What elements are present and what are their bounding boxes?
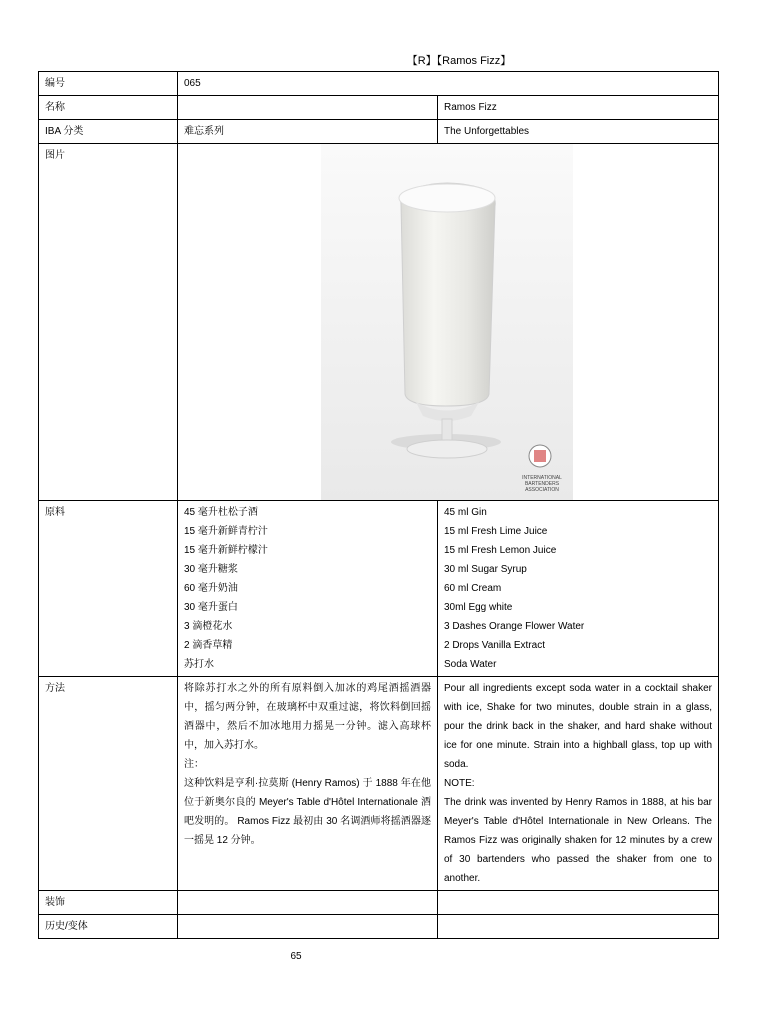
ingredient-cn: 2 滴香草精 xyxy=(184,640,233,651)
ingredient-en: 45 ml Gin xyxy=(444,507,487,518)
row-ingredients xyxy=(39,501,719,677)
method-cn-text: 将除苏打水之外的所有原料倒入加冰的鸡尾酒摇酒器中，摇匀两分钟，在玻璃杯中双重过滤，将饮料倒回摇酒器中，然后不加冰地用力摇晃一分钟。滤入高球杯中，加入苏打水。 xyxy=(184,683,431,751)
ingredient-en: 30 ml Sugar Syrup xyxy=(444,564,527,575)
ingredient-en: 30ml Egg white xyxy=(444,602,513,613)
picture-label: 图片 xyxy=(39,144,178,501)
method-cn-note: 这种饮料是亨利·拉莫斯 (Henry Ramos) 于 1888 年在他位于新奥尔良的 Meyer's Table d'Hôtel Internationale 酒吧发明的。 Ramos Fizz 最初由 30 名调酒师将摇酒器逐一摇晃 12 分钟。 xyxy=(184,778,431,846)
ingredient-en: 3 Dashes Orange Flower Water xyxy=(444,621,585,632)
garnish-en xyxy=(438,891,719,915)
history-cn xyxy=(178,915,438,939)
history-en xyxy=(438,915,719,939)
iba-en: The Unforgettables xyxy=(438,120,719,144)
ingredient-cn: 15 毫升新鲜青柠汁 xyxy=(184,526,268,537)
page-title: 【R】【Ramos Fizz】 xyxy=(406,55,512,67)
method-en-note-heading: NOTE: xyxy=(444,778,475,789)
row-method xyxy=(39,677,719,891)
method-label: 方法 xyxy=(39,677,178,891)
method-en-text: Pour all ingredients except soda water in a cocktail shaker with ice, Shake for two minutes, double strain in a glass, pour the drink back in the shaker, and hard shake without ice for one minute. Strain into a highball glass, top up with soda. xyxy=(444,683,712,770)
ingredient-cn: 3 滴橙花水 xyxy=(184,621,233,632)
number-label: 编号 xyxy=(39,72,178,96)
number-value: 065 xyxy=(178,72,719,96)
row-name xyxy=(39,96,719,120)
method-cn-note-heading: 注： xyxy=(184,759,204,770)
ingredient-en: 15 ml Fresh Lime Juice xyxy=(444,526,548,537)
row-history xyxy=(39,915,719,939)
ingredient-en: Soda Water xyxy=(444,659,497,670)
ingredient-cn: 苏打水 xyxy=(184,659,214,670)
name-label: 名称 xyxy=(39,96,178,120)
ingredients-cn xyxy=(178,501,438,677)
history-label: 历史/变体 xyxy=(39,915,178,939)
row-picture xyxy=(39,144,719,501)
garnish-label: 装饰 xyxy=(39,891,178,915)
ingredients-en xyxy=(438,501,719,677)
cocktail-spec-table xyxy=(38,71,719,939)
row-number xyxy=(39,72,719,96)
iba-logo-caption: INTERNATIONAL BARTENDERS ASSOCIATION xyxy=(522,475,562,493)
ingredient-en: 2 Drops Vanilla Extract xyxy=(444,640,545,651)
ingredient-cn: 30 毫升糖浆 xyxy=(184,564,238,575)
garnish-cn xyxy=(178,891,438,915)
method-en xyxy=(438,677,719,891)
method-en-note: The drink was invented by Henry Ramos in 1888, at his bar Meyer's Table d'Hôtel Internationale in New Orleans. The Ramos Fizz was originally shaken for 12 minutes by a crew of 30 bartenders who passed the shaker from one to another. xyxy=(444,797,712,884)
ingredients-label: 原料 xyxy=(39,501,178,677)
ingredient-cn: 15 毫升新鲜柠檬汁 xyxy=(184,545,268,556)
picture-cell xyxy=(178,144,719,501)
cocktail-photo xyxy=(321,144,573,500)
ingredient-en: 15 ml Fresh Lemon Juice xyxy=(444,545,557,556)
ingredient-cn: 45 毫升杜松子酒 xyxy=(184,507,258,518)
ingredient-cn: 60 毫升奶油 xyxy=(184,583,238,594)
page-number: 65 xyxy=(290,951,302,962)
name-en: Ramos Fizz xyxy=(438,96,719,120)
ingredient-en: 60 ml Cream xyxy=(444,583,502,594)
iba-label: IBA 分类 xyxy=(39,120,178,144)
row-garnish xyxy=(39,891,719,915)
name-cn xyxy=(178,96,438,120)
iba-cn: 难忘系列 xyxy=(178,120,438,144)
ingredient-cn: 30 毫升蛋白 xyxy=(184,602,238,613)
method-cn xyxy=(178,677,438,891)
row-iba xyxy=(39,120,719,144)
